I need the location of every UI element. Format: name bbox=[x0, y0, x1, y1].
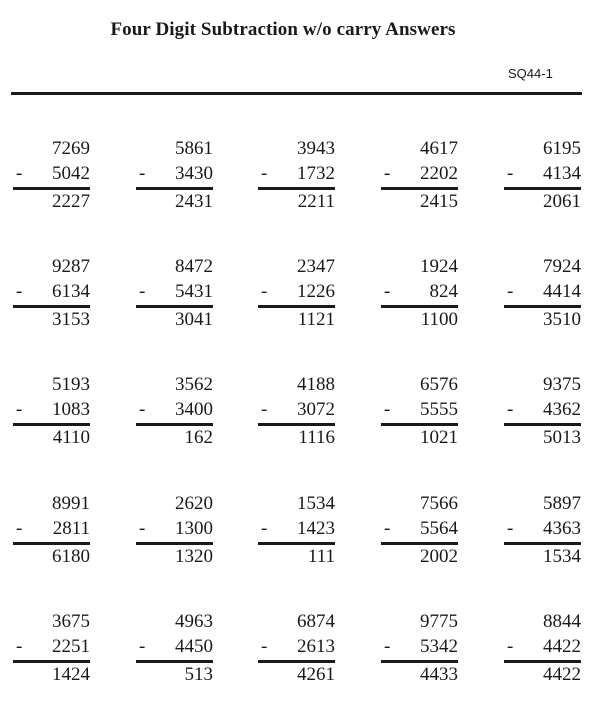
answer-line bbox=[381, 305, 458, 308]
subtrahend: 4362 bbox=[543, 399, 581, 420]
difference: 111 bbox=[307, 546, 335, 567]
problem-4-3 bbox=[258, 493, 335, 573]
answer-line bbox=[258, 542, 335, 545]
answer-line bbox=[258, 187, 335, 190]
subtrahend: 1732 bbox=[297, 163, 335, 184]
problem-2-3 bbox=[258, 256, 335, 336]
minuend: 2620 bbox=[175, 493, 213, 514]
minuend: 6874 bbox=[297, 611, 335, 632]
subtrahend: 2202 bbox=[420, 163, 458, 184]
problem-3-5 bbox=[504, 374, 581, 454]
difference: 6180 bbox=[52, 546, 90, 567]
minuend: 8472 bbox=[175, 256, 213, 277]
answer-line bbox=[136, 660, 213, 663]
sheet-code: SQ44-1 bbox=[508, 66, 553, 81]
problem-2-1 bbox=[13, 256, 90, 336]
problem-1-1 bbox=[13, 138, 90, 218]
minuend: 7269 bbox=[52, 138, 90, 159]
minuend: 9375 bbox=[543, 374, 581, 395]
subtrahend: 5431 bbox=[175, 281, 213, 302]
minuend: 7924 bbox=[543, 256, 581, 277]
minuend: 5897 bbox=[543, 493, 581, 514]
minus-sign: - bbox=[384, 281, 391, 302]
answer-line bbox=[13, 187, 90, 190]
minus-sign: - bbox=[384, 163, 391, 184]
problem-2-5 bbox=[504, 256, 581, 336]
subtrahend: 824 bbox=[429, 281, 458, 302]
minuend: 9287 bbox=[52, 256, 90, 277]
subtrahend: 1226 bbox=[297, 281, 335, 302]
difference: 2061 bbox=[543, 191, 581, 212]
answer-line bbox=[381, 423, 458, 426]
minuend: 5861 bbox=[175, 138, 213, 159]
answer-line bbox=[381, 542, 458, 545]
answer-line bbox=[13, 542, 90, 545]
answer-line bbox=[504, 305, 581, 308]
subtrahend: 5042 bbox=[52, 163, 90, 184]
difference: 4433 bbox=[420, 664, 458, 685]
minus-sign: - bbox=[507, 163, 514, 184]
minus-sign: - bbox=[261, 281, 268, 302]
subtrahend: 5342 bbox=[420, 636, 458, 657]
worksheet-title: Four Digit Subtraction w/o carry Answers bbox=[110, 19, 456, 40]
minuend: 5193 bbox=[52, 374, 90, 395]
minuend: 6195 bbox=[543, 138, 581, 159]
minus-sign: - bbox=[139, 281, 146, 302]
difference: 5013 bbox=[543, 427, 581, 448]
difference: 1320 bbox=[175, 546, 213, 567]
subtrahend: 6134 bbox=[52, 281, 90, 302]
answer-line bbox=[136, 423, 213, 426]
difference: 3510 bbox=[543, 309, 581, 330]
minus-sign: - bbox=[384, 636, 391, 657]
difference: 2002 bbox=[420, 546, 458, 567]
minuend: 1924 bbox=[420, 256, 458, 277]
minus-sign: - bbox=[16, 281, 23, 302]
minus-sign: - bbox=[507, 518, 514, 539]
minus-sign: - bbox=[507, 636, 514, 657]
minuend: 9775 bbox=[420, 611, 458, 632]
minuend: 2347 bbox=[297, 256, 335, 277]
subtrahend: 4414 bbox=[543, 281, 581, 302]
problem-4-1 bbox=[13, 493, 90, 573]
subtrahend: 4134 bbox=[543, 163, 581, 184]
subtrahend: 1423 bbox=[297, 518, 335, 539]
answer-line bbox=[136, 305, 213, 308]
minus-sign: - bbox=[384, 399, 391, 420]
difference: 2211 bbox=[297, 191, 335, 212]
problem-5-3 bbox=[258, 611, 335, 691]
answer-line bbox=[504, 542, 581, 545]
minuend: 7566 bbox=[420, 493, 458, 514]
answer-line bbox=[13, 660, 90, 663]
answer-line bbox=[258, 660, 335, 663]
minuend: 4617 bbox=[420, 138, 458, 159]
problem-5-5 bbox=[504, 611, 581, 691]
subtrahend: 2811 bbox=[52, 518, 90, 539]
problem-1-5 bbox=[504, 138, 581, 218]
header-rule bbox=[11, 92, 582, 95]
minus-sign: - bbox=[16, 399, 23, 420]
subtrahend: 1083 bbox=[52, 399, 90, 420]
answer-line bbox=[13, 423, 90, 426]
problem-1-2 bbox=[136, 138, 213, 218]
difference: 2227 bbox=[52, 191, 90, 212]
subtrahend: 4450 bbox=[175, 636, 213, 657]
difference: 1534 bbox=[543, 546, 581, 567]
difference: 513 bbox=[184, 664, 213, 685]
answer-line bbox=[504, 423, 581, 426]
answer-line bbox=[136, 187, 213, 190]
difference: 2431 bbox=[175, 191, 213, 212]
difference: 1021 bbox=[420, 427, 458, 448]
answer-line bbox=[13, 305, 90, 308]
problem-5-2 bbox=[136, 611, 213, 691]
minuend: 8991 bbox=[52, 493, 90, 514]
minuend: 3675 bbox=[52, 611, 90, 632]
minuend: 6576 bbox=[420, 374, 458, 395]
minuend: 3562 bbox=[175, 374, 213, 395]
answer-line bbox=[136, 542, 213, 545]
problem-3-3 bbox=[258, 374, 335, 454]
problem-4-5 bbox=[504, 493, 581, 573]
subtrahend: 2613 bbox=[297, 636, 335, 657]
difference: 4422 bbox=[543, 664, 581, 685]
minus-sign: - bbox=[139, 399, 146, 420]
minus-sign: - bbox=[261, 399, 268, 420]
difference: 4110 bbox=[52, 427, 90, 448]
problem-3-1 bbox=[13, 374, 90, 454]
problem-5-4 bbox=[381, 611, 458, 691]
problem-2-2 bbox=[136, 256, 213, 336]
problem-1-4 bbox=[381, 138, 458, 218]
subtrahend: 2251 bbox=[52, 636, 90, 657]
answer-line bbox=[381, 187, 458, 190]
minus-sign: - bbox=[507, 399, 514, 420]
minus-sign: - bbox=[16, 636, 23, 657]
difference: 4261 bbox=[297, 664, 335, 685]
minuend: 8844 bbox=[543, 611, 581, 632]
subtrahend: 3072 bbox=[297, 399, 335, 420]
subtrahend: 4363 bbox=[543, 518, 581, 539]
problem-4-2 bbox=[136, 493, 213, 573]
minus-sign: - bbox=[507, 281, 514, 302]
subtrahend: 5555 bbox=[420, 399, 458, 420]
problem-1-3 bbox=[258, 138, 335, 218]
problem-3-4 bbox=[381, 374, 458, 454]
minus-sign: - bbox=[384, 518, 391, 539]
subtrahend: 3430 bbox=[175, 163, 213, 184]
minus-sign: - bbox=[139, 636, 146, 657]
minus-sign: - bbox=[261, 163, 268, 184]
subtrahend: 1300 bbox=[175, 518, 213, 539]
difference: 1424 bbox=[52, 664, 90, 685]
minus-sign: - bbox=[139, 518, 146, 539]
difference: 2415 bbox=[420, 191, 458, 212]
difference: 1121 bbox=[297, 309, 335, 330]
problem-2-4 bbox=[381, 256, 458, 336]
answer-line bbox=[258, 423, 335, 426]
answer-line bbox=[504, 660, 581, 663]
minuend: 1534 bbox=[297, 493, 335, 514]
problem-5-1 bbox=[13, 611, 90, 691]
minus-sign: - bbox=[16, 163, 23, 184]
difference: 1100 bbox=[420, 309, 458, 330]
minus-sign: - bbox=[139, 163, 146, 184]
answer-line bbox=[504, 187, 581, 190]
difference: 1116 bbox=[298, 427, 335, 448]
problem-4-4 bbox=[381, 493, 458, 573]
difference: 3041 bbox=[175, 309, 213, 330]
difference: 3153 bbox=[52, 309, 90, 330]
problem-3-2 bbox=[136, 374, 213, 454]
minuend: 4963 bbox=[175, 611, 213, 632]
minus-sign: - bbox=[261, 518, 268, 539]
answer-line bbox=[258, 305, 335, 308]
subtrahend: 3400 bbox=[175, 399, 213, 420]
difference: 162 bbox=[184, 427, 213, 448]
minuend: 3943 bbox=[297, 138, 335, 159]
subtrahend: 5564 bbox=[420, 518, 458, 539]
minus-sign: - bbox=[261, 636, 268, 657]
subtrahend: 4422 bbox=[543, 636, 581, 657]
minus-sign: - bbox=[16, 518, 23, 539]
minuend: 4188 bbox=[297, 374, 335, 395]
answer-line bbox=[381, 660, 458, 663]
